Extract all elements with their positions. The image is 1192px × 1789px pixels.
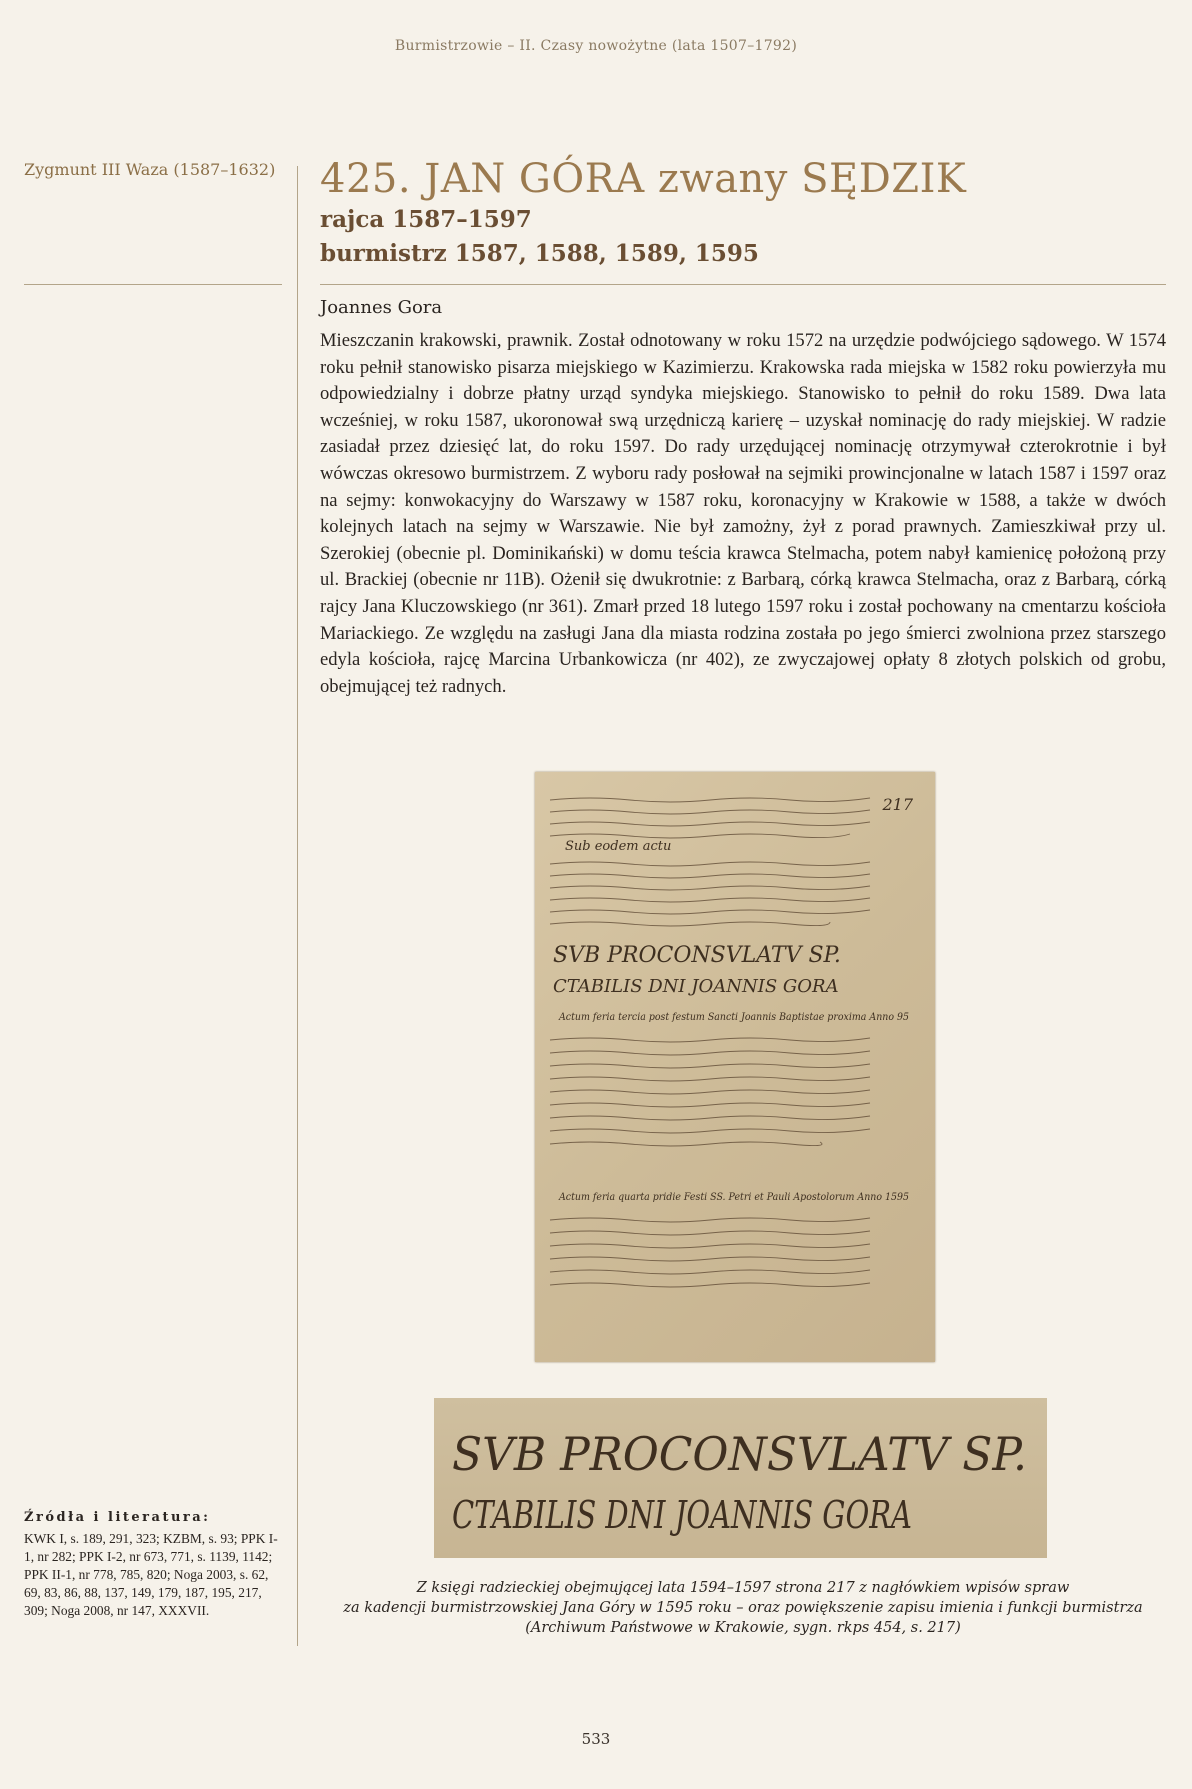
manuscript-actum-1: Actum feria tercia post festum Sancti Joannis Baptistae proxima Anno 95 <box>558 1012 909 1023</box>
page-number: 533 <box>581 1730 611 1748</box>
sources-heading: Źródła i literatura: <box>24 1510 211 1525</box>
manuscript-heading-line-1: SVB PROCONSVLATV SP. <box>553 943 841 968</box>
caption-line-3: (Archiwum Państwowe w Krakowie, sygn. rkps 454, s. 217) <box>525 1620 961 1636</box>
latin-name: Joannes Gora <box>320 297 443 318</box>
entry-subtitle-mayor: burmistrz 1587, 1588, 1589, 1595 <box>320 240 759 267</box>
enlargement-svg <box>434 1398 1047 1558</box>
caption-line-2: za kadencji burmistrzowskiej Jana Góry w 1595 roku – oraz powiększenie zapisu imienia i funkcji burmistrza <box>343 1600 1143 1616</box>
enlargement-line-1: SVB PROCONSVLATV SP. <box>452 1427 1027 1481</box>
entry-title: 425. JAN GÓRA zwany SĘDZIK <box>320 156 967 202</box>
manuscript-image <box>535 772 935 1362</box>
enlargement-line-2: CTABILIS DNI JOANNIS GORA <box>452 1493 912 1537</box>
caption-line-1: Z księgi radzieckiej obejmującej lata 1594–1597 strona 217 z nagłówkiem wpisów spraw <box>416 1580 1070 1596</box>
figure-caption <box>320 1578 1166 1638</box>
sources-text: KWK I, s. 189, 291, 323; KZBM, s. 93; PPK I-1, nr 282; PPK I-2, nr 673, 771, s. 1139, 1142; PPK II-1, nr 778, 785, 820; Noga 2003, s. 62, 69, 83, 86, 88, 137, 149, 179, 187, 195, 217, 309; Noga 2008, nr 147, XXXVII. <box>24 1531 278 1618</box>
manuscript-heading-line-2: CTABILIS DNI JOANNIS GORA <box>553 976 839 997</box>
manuscript-page-number: 217 <box>882 795 913 814</box>
manuscript-enlargement <box>434 1398 1047 1558</box>
running-header: Burmistrzowie – II. Czasy nowożytne (lata 1507–1792) <box>394 38 798 54</box>
column-divider <box>297 166 298 1646</box>
title-divider <box>320 284 1166 285</box>
entry-subtitle-councillor: rajca 1587–1597 <box>320 206 532 233</box>
manuscript-actum-2: Actum feria quarta pridie Festi SS. Petri et Pauli Apostolorum Anno 1595 <box>558 1192 909 1203</box>
manuscript-svg <box>535 772 935 1362</box>
manuscript-sub-eodem: Sub eodem actu <box>565 839 672 854</box>
biography-text: Mieszczanin krakowski, prawnik. Został odnotowany w roku 1572 na urzędzie podwójciego sądowego. W 1574 roku pełnił stanowisko pisarza miejskiego w Kazimierzu. Krakowska rada miejska w 1582 roku powierzyła mu odpowiedzialny i dobrze płatny urząd syndyka miejskiego. Stanowisko to pełnił do roku 1589. Dwa lata wcześniej, w roku 1587, ukoronował swą urzędniczą karierę – uzyskał nominację do rady miejskiej. W radzie zasiadał przez dziesięć lat, do roku 1597. Do rady urzędującej nominację otrzymywał czterokrotnie i był wówczas okresowo burmistrzem. Z wyboru rady posłował na sejmiki prowincjonalne w latach 1587 i 1597 oraz na sejmy: konwokacyjny do Warszawy w 1587 roku, koronacyjny w Krakowie w 1588, a także w dwóch kolejnych latach na sejmy w Warszawie. Nie był zamożny, żył z porad prawnych. Zamieszkiwał przy ul. Szerokiej (obecnie pl. Dominikański) w domu teścia krawca Stelmacha, potem nabył kamienicę położoną przy ul. Brackiej (obecnie nr 11B). Ożenił się dwukrotnie: z Barbarą, córką krawca Stelmacha, oraz z Barbarą, córką rajcy Jana Kluczowskiego (nr 361). Zmarł przed 18 lutego 1597 roku i został pochowany na cmentarzu kościoła Mariackiego. Ze względu na zasługi Jana dla miasta rodzina została po jego śmierci zwolniona przez starszego edyla kościoła, rajcę Marcina Urbankowicza (nr 402), ze zwyczajowej opłaty 8 złotych polskich od grobu, obejmującej też radnych. <box>320 330 1166 697</box>
reign-label: Zygmunt III Waza (1587–1632) <box>24 160 276 179</box>
left-divider <box>24 284 282 285</box>
